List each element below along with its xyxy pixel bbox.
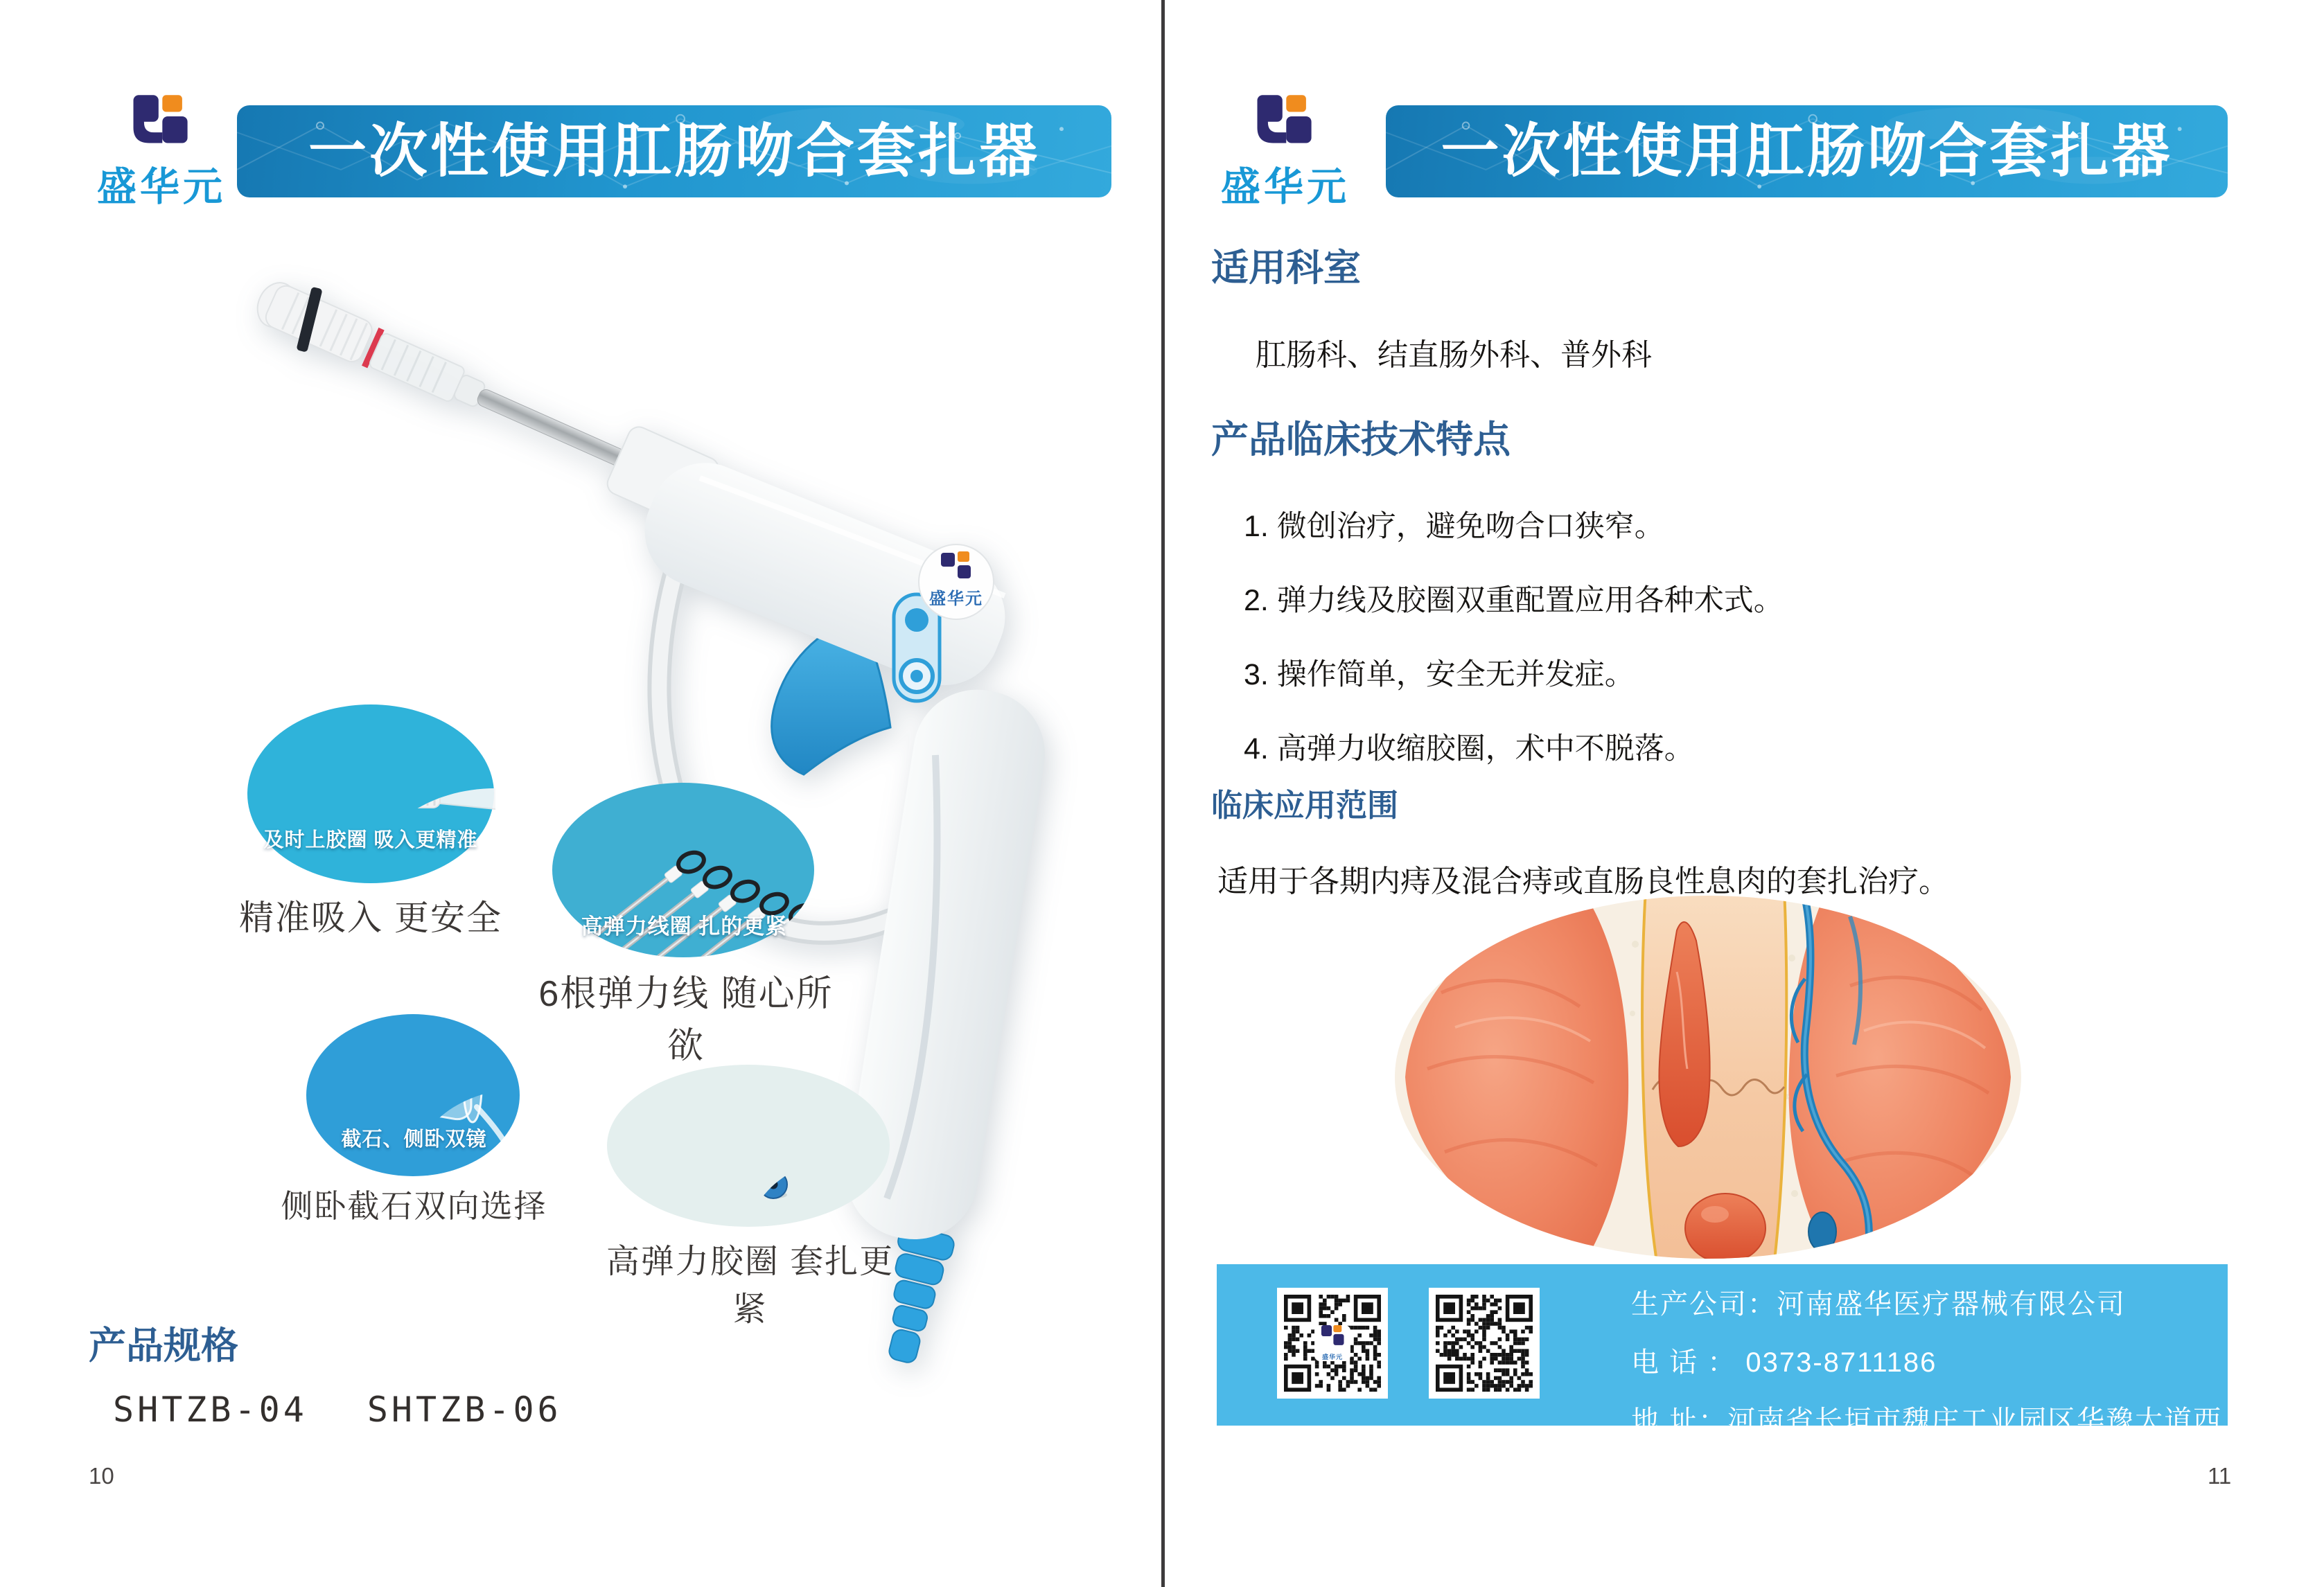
model-2: SHTZB-06 — [367, 1390, 562, 1430]
clinical-heading: 临床应用范围 — [1211, 788, 1399, 823]
callout-3-caption: 侧卧截石双向选择 — [281, 1188, 547, 1224]
page-banner — [237, 105, 1111, 197]
callout-2-caption: 6根弹力线 随心所欲 — [538, 974, 834, 1066]
footer-contact-box — [1217, 1264, 2228, 1475]
company-logo-icon — [122, 94, 198, 161]
company-logo-icon — [1246, 94, 1322, 161]
callout-1-caption: 精准吸入 更安全 — [239, 898, 502, 937]
qr-code-wechat — [1277, 1288, 1388, 1399]
callout-4-caption: 高弹力胶圈 套扎更紧 — [606, 1243, 895, 1328]
departments-body: 肛肠科、结直肠外科、普外科 — [1256, 338, 1652, 372]
footer-company: 生产公司：河南盛华医疗器械有限公司 — [1631, 1289, 2126, 1320]
brand-name: 盛华元 — [97, 165, 226, 209]
page-banner — [1386, 105, 2228, 197]
clinical-body: 适用于各期内痔及混合痔或直肠良性息肉的套扎治疗。 — [1217, 865, 1949, 898]
feature-item: 2. 弹力线及胶圈双重配置应用各种术式。 — [1244, 584, 1784, 617]
callout-3-overlay-text: 截石、侧卧双镜 — [341, 1128, 487, 1151]
page-number-left: 10 — [89, 1463, 114, 1489]
features-heading: 产品临床技术特点 — [1211, 419, 1511, 461]
svg-text:盛华元: 盛华元 — [929, 589, 983, 608]
callout-tip-detail — [246, 703, 495, 885]
feature-item: 3. 操作简单，安全无并发症。 — [1244, 658, 1635, 691]
device-brand-badge — [919, 544, 994, 619]
page-title: 一次性使用肛肠吻合套扎器 — [308, 118, 1040, 184]
features-list — [1244, 503, 2145, 799]
callout-rubber-rings — [604, 1063, 892, 1229]
model-1: SHTZB-04 — [113, 1390, 308, 1430]
page-number-right: 11 — [2208, 1463, 2232, 1489]
callout-1-overlay-text: 及时上胶圈 吸入更精准 — [263, 829, 478, 851]
feature-item: 1. 微创治疗，避免吻合口狭窄。 — [1244, 510, 1664, 543]
qr-center-logo-icon: 盛华元 — [1314, 1325, 1350, 1361]
specs-heading: 产品规格 — [89, 1325, 238, 1367]
footer-contact-lines — [1631, 1282, 2228, 1478]
page-right — [1165, 0, 2324, 1587]
brand-name: 盛华元 — [1221, 165, 1350, 209]
footer-address: 地 址：河南省长垣市魏庄工业园区华豫大道西侧 — [1631, 1406, 2223, 1475]
feature-item: 4. 高弹力收缩胶圈，术中不脱落。 — [1244, 732, 1694, 765]
callout-2-overlay-text: 高弹力线圈 扎的更紧 — [581, 914, 788, 939]
specs-models — [113, 1390, 562, 1430]
hemorrhoid-anatomy-illustration — [1379, 889, 2037, 1266]
qr-code-website — [1429, 1288, 1540, 1399]
departments-heading: 适用科室 — [1211, 247, 1361, 289]
page-left — [0, 0, 1161, 1587]
page-title: 一次性使用肛肠吻合套扎器 — [1441, 118, 2173, 184]
callout-anoscope — [305, 1013, 521, 1178]
footer-phone: 电 话 ： 0373-8711186 — [1631, 1347, 1937, 1378]
